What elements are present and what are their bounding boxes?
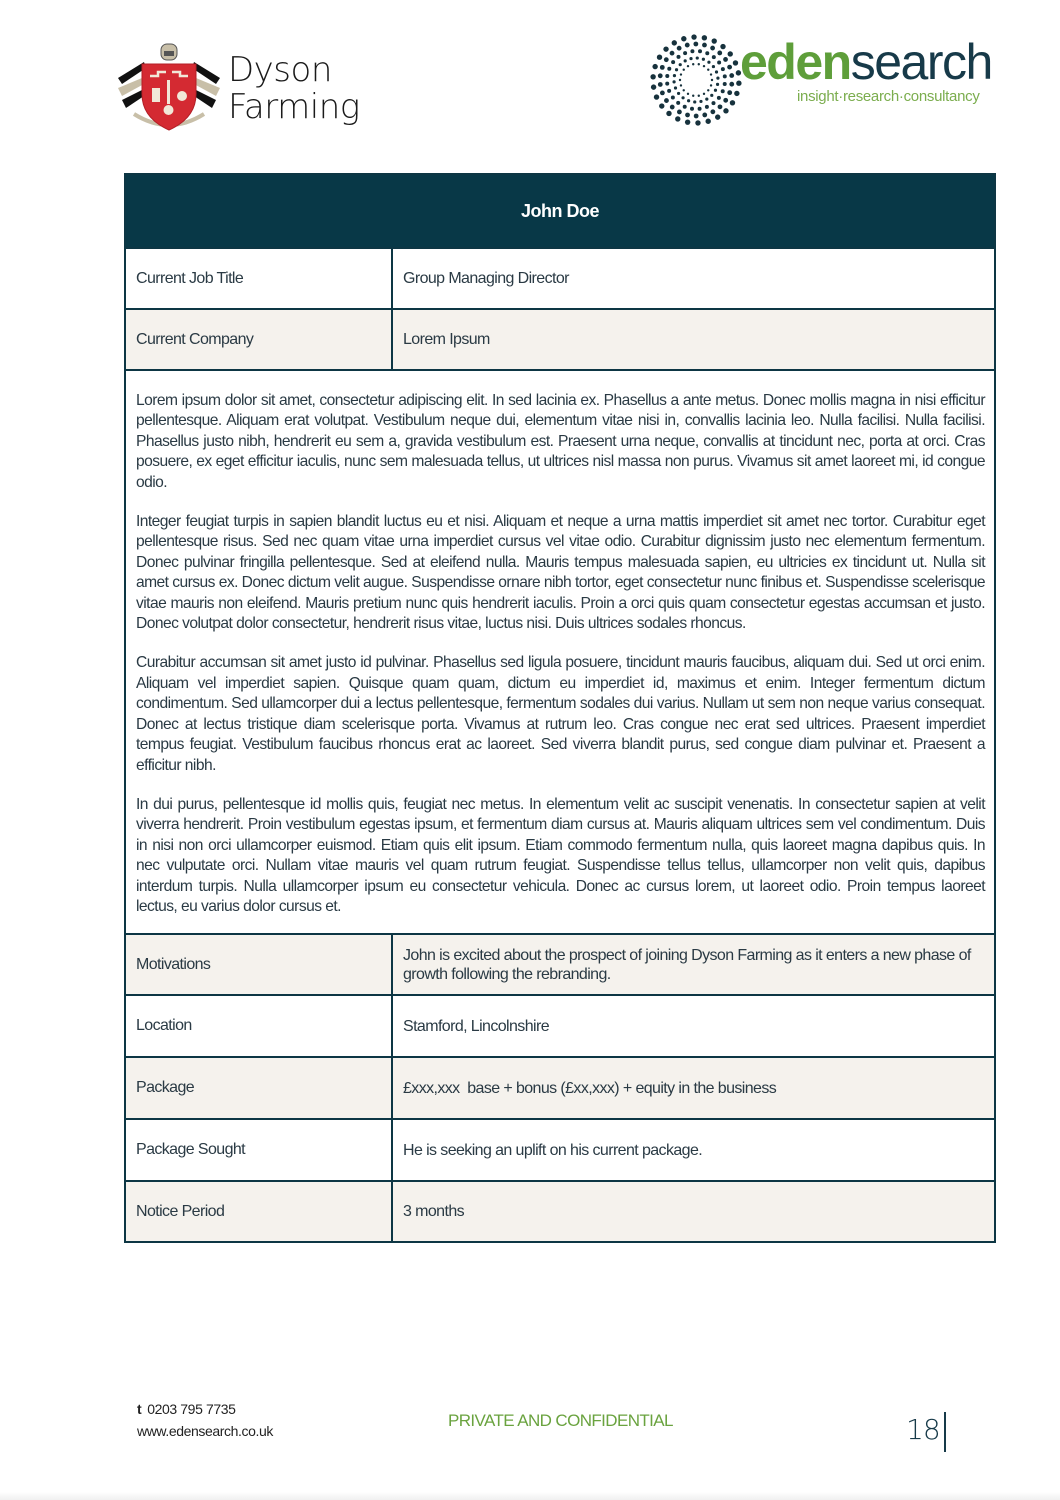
logo-dot: [728, 51, 733, 56]
logo-dot: [679, 63, 682, 66]
logo-dot: [677, 92, 680, 95]
logo-dot: [729, 82, 734, 87]
logo-dot: [681, 36, 686, 41]
logo-dot: [712, 65, 715, 68]
logo-dot: [659, 103, 664, 108]
logo-dot: [718, 104, 723, 109]
logo-dot: [677, 46, 682, 51]
logo-dot: [710, 46, 715, 51]
logo-dot: [707, 89, 709, 91]
footer-phone: 0203 795 7735: [147, 1401, 236, 1417]
page-number: 18: [906, 1413, 940, 1446]
row-value: £xxx,xxx base + bonus (£xx,xxx) + equity in the business: [403, 1079, 777, 1097]
logo-dot: [721, 67, 725, 71]
logo-dot: [694, 114, 699, 119]
logo-dot: [673, 74, 676, 77]
logo-dot: [723, 108, 728, 113]
row-label: Location: [126, 996, 393, 1056]
row-value: Group Managing Director: [403, 270, 569, 287]
logo-dot: [707, 61, 710, 64]
row-label: Motivations: [126, 935, 393, 994]
logo-dot: [667, 89, 671, 93]
row-package-sought: [126, 1118, 994, 1180]
logo-dot: [705, 98, 708, 101]
logo-dot: [664, 57, 669, 62]
logo-dot: [650, 74, 655, 79]
logo-dot: [680, 73, 682, 75]
logo-dot: [710, 84, 712, 86]
candidate-name-header: [126, 175, 994, 247]
logo-dot: [665, 82, 669, 86]
logo-dot: [723, 57, 728, 62]
phone-prefix: t: [137, 1401, 142, 1417]
logo-dot: [715, 114, 720, 119]
logo-dot: [727, 90, 732, 95]
logo-dot: [693, 42, 698, 47]
logo-dot: [710, 109, 715, 114]
logo-dot: [683, 69, 685, 71]
footer-website-link[interactable]: www.edensearch.co.uk: [137, 1423, 273, 1439]
logo-dot: [675, 116, 680, 121]
logo-dot: [672, 80, 675, 83]
row-value: Lorem Ipsum: [403, 331, 490, 348]
logo-dot: [705, 105, 709, 109]
logo-dot: [698, 63, 700, 65]
logo-dot: [692, 63, 694, 65]
logo-dot: [727, 65, 732, 70]
candidate-name: John Doe: [520, 200, 599, 221]
logo-dot: [723, 82, 727, 86]
edensearch-wordmark: [740, 34, 992, 90]
row-label: Notice Period: [126, 1182, 393, 1241]
bio-paragraph: Lorem ipsum dolor sit amet, consectetur adipiscing elit. In sed lacinia ex. Phasellus a ante metus. Donec mollis magna in nisi efficitur pellentesque. Aliquam erat volutpat. Vestibulum neque dui, elementum vitae nisi in, convallis lacinia leo. Nulla facilisi. Nulla facilisi. Phasellus justo nibh, hendrerit eu sem a, gravida vestibulum est. Praesent urna neque, convallis at tincidunt nec, porta at orci. Cras posuere, ex eget efficitur iaculis, nunc sem malesuada tellus, ut ultrices nisl massa non purus. Vivamus sit amet laoreet mi, id congue odio.: [136, 392, 985, 491]
logo-dot: [685, 43, 690, 48]
logo-dot: [663, 46, 668, 51]
logo-dot: [671, 95, 675, 99]
logo-dot: [710, 73, 712, 75]
candidate-biography: [126, 369, 994, 933]
dyson-farming-logo: [114, 38, 364, 138]
logo-dot: [660, 91, 665, 96]
row-location: [126, 994, 994, 1056]
logo-dot: [690, 49, 694, 53]
logo-dot: [707, 69, 709, 71]
logo-dot: [721, 89, 725, 93]
logo-dot: [717, 61, 721, 65]
bio-paragraph: In dui purus, pellentesque id mollis quis, feugiat nec metus. In elementum velit ac suscipit venenatis. In consectetur sapien at velit viverra hendrerit. Proin vestibulum egestas ipsum, et fermentum diam cursus at. Mauris aliquam ultrices sem vel condimentum. Duis in nisi non orci ullamcorper euismod. Etiam quis elit ipsum. Etiam commodo fermentum nulla, quis laoreet magna dapibus quis. In nec vulputate orci. Nullam vitae mauris vel quam rutrum feugiat. Suspendisse tellus tellus, ullamcorper non velit quis, dapibus interdum turpis. Nulla ullamcorper ipsum eu consectetur vehicula. Donec ac cursus lorem, ut laoreet odio. Proin tempus laoreet lectus, eu varius dolor cursus et.: [136, 795, 985, 915]
logo-dot: [693, 100, 696, 103]
logo-dot: [675, 68, 678, 71]
logo-dot: [702, 43, 707, 48]
footer-phone-line: [137, 1398, 273, 1420]
logo-dot: [684, 59, 687, 62]
logo-dot: [672, 40, 677, 45]
row-value: 3 months: [403, 1203, 465, 1221]
logo-dot: [692, 95, 694, 97]
dyson-wordmark: [228, 52, 360, 126]
logo-dot: [690, 107, 694, 111]
logo-dot: [695, 120, 700, 125]
row-value: He is seeking an uplift on his current package.: [403, 1141, 703, 1159]
row-current-job-title: [126, 247, 994, 308]
logo-dot: [717, 96, 721, 100]
logo-dot: [687, 93, 689, 95]
logo-dot: [720, 44, 725, 49]
logo-dot: [716, 83, 719, 86]
logo-dot: [716, 77, 719, 80]
logo-dot: [702, 58, 705, 61]
logo-dot: [677, 110, 682, 115]
row-package: [126, 1056, 994, 1118]
logo-dot: [670, 51, 675, 56]
bio-paragraph: Curabitur accumsan sit amet justo id pulvinar. Phasellus sed ligula posuere, tincidunt mauris faucibus, aliquam dui. Sed ut orci enim. Aliquam vel imperdiet sapien. Quisque quam quam, dictum eu imperdiet id, maximus et enim. Integer fermentum dictum condimentum. Sed ullamcorper dui a lectus pellentesque, fermentum sodales dui varius. Nullam ut sem non neque varius consequat. Donec at lectus tristique diam scelerisque porta. Vivamus at rutrum leo. Cras congue nec erat sed ultrices. Praesent imperdiet tempus feugiat. Vestibulum faucibus rhoncus erat ac laoreet. Sed viverra blandit purus, sed congue diam pulvinar et. Praesent a efficitur nibh.: [136, 654, 985, 774]
logo-dot: [654, 94, 659, 99]
logo-dot: [667, 67, 671, 71]
logo-dot: [687, 99, 690, 102]
bio-paragraph: Integer feugiat turpis in sapien blandit luctus eu et nisi. Aliquam et neque a urna mattis imperdiet sit amet nec tortor. Curabitur eget pellentesque risus. Sed nec quam vitae urna imperdiet cursus vel vitae odio. Curabitur dignissim justo nec elementum fermentum. Donec pulvinar fringilla pellentesque. Sed at eleifend nulla. Mauris tempus malesuada sapien, eu ultricies ex tincidunt ut. Nulla sit amet cursus ex. Donec dictum velit augue. Suspendisse ornare nibh tortor, eget consectetur nunc finibus et. Suspendisse scelerisque vitae mauris non eleifend. Mauris pretium nunc quis hendrerit iaculis. Proin a orci quis quam consectetur egestas accumsan et justo. Donec volutpat dolor consectetur, hendrerit risus vitae, luctus nisi. Duis ultrices sodales rhoncus.: [136, 513, 985, 633]
logo-line-2: Farming: [228, 87, 360, 127]
logo-dot: [670, 105, 675, 110]
logo-dot: [698, 49, 702, 53]
logo-dot: [705, 51, 709, 55]
logo-dot: [666, 111, 671, 116]
row-label: Current Company: [126, 310, 393, 369]
logo-dot: [711, 79, 713, 81]
logo-dot: [712, 55, 716, 59]
logo-dot: [710, 94, 713, 97]
page-number-divider: [944, 1412, 946, 1452]
page-edge-shadow: [0, 1492, 1060, 1500]
logo-dot: [703, 65, 705, 67]
row-current-company: [126, 308, 994, 369]
row-label: Package Sought: [126, 1120, 393, 1180]
logo-dot: [729, 73, 734, 78]
logo-dot: [651, 84, 656, 89]
logo-dot: [698, 107, 702, 111]
row-label: Current Job Title: [126, 249, 393, 308]
logo-dot: [714, 89, 717, 92]
edensearch-logo: [648, 30, 998, 130]
candidate-profile-table: [124, 173, 996, 1243]
logo-dot: [681, 96, 684, 99]
row-label: Package: [126, 1058, 393, 1118]
logo-dot: [723, 98, 728, 103]
logo-dot: [691, 34, 696, 39]
logo-dot: [657, 55, 662, 60]
logo-dot: [723, 74, 727, 78]
logo-dot: [683, 89, 685, 91]
row-value: Stamford, Lincolnshire: [403, 1017, 549, 1035]
logo-dot: [734, 91, 739, 96]
footer-contact: [137, 1398, 273, 1442]
logo-line-1: Dyson: [228, 50, 332, 90]
logo-dot: [685, 113, 690, 118]
logo-tagline: insight·research·consultancy: [797, 88, 980, 105]
row-motivations: [126, 933, 994, 994]
logo-dot: [685, 119, 690, 124]
logo-dot: [717, 51, 722, 56]
logo-dot: [679, 79, 681, 81]
logo-dot: [665, 74, 669, 78]
wordmark-search: search: [850, 34, 992, 90]
dot-burst-icon: [648, 30, 744, 130]
logo-dot: [677, 55, 681, 59]
logo-dot: [660, 65, 665, 70]
logo-dot: [687, 65, 689, 67]
row-value: John is excited about the prospect of joining Dyson Farming as it enters a new phase of growth following the rebranding.: [403, 946, 971, 983]
logo-dot: [702, 35, 707, 40]
logo-dot: [698, 95, 700, 97]
logo-dot: [683, 51, 687, 55]
logo-dot: [680, 84, 682, 86]
confidentiality-notice: PRIVATE AND CONFIDENTIAL: [448, 1411, 673, 1430]
logo-dot: [652, 64, 657, 69]
logo-dot: [730, 100, 735, 105]
logo-dot: [703, 93, 705, 95]
row-notice-period: [126, 1180, 994, 1241]
logo-dot: [658, 82, 663, 87]
logo-dot: [676, 101, 680, 105]
logo-dot: [658, 73, 663, 78]
logo-dot: [711, 101, 715, 105]
logo-dot: [689, 57, 692, 60]
wordmark-eden: eden: [740, 34, 851, 90]
logo-dot: [733, 60, 738, 65]
logo-dot: [674, 86, 677, 89]
logo-dot: [705, 119, 710, 124]
logo-dot: [683, 105, 687, 109]
logo-dot: [664, 98, 669, 103]
logo-dot: [702, 113, 707, 118]
crest-icon: [114, 38, 224, 138]
logo-dot: [699, 100, 702, 103]
logo-dot: [715, 70, 718, 73]
logo-dot: [712, 38, 717, 43]
logo-dot: [696, 56, 699, 59]
logo-dot: [671, 60, 675, 64]
